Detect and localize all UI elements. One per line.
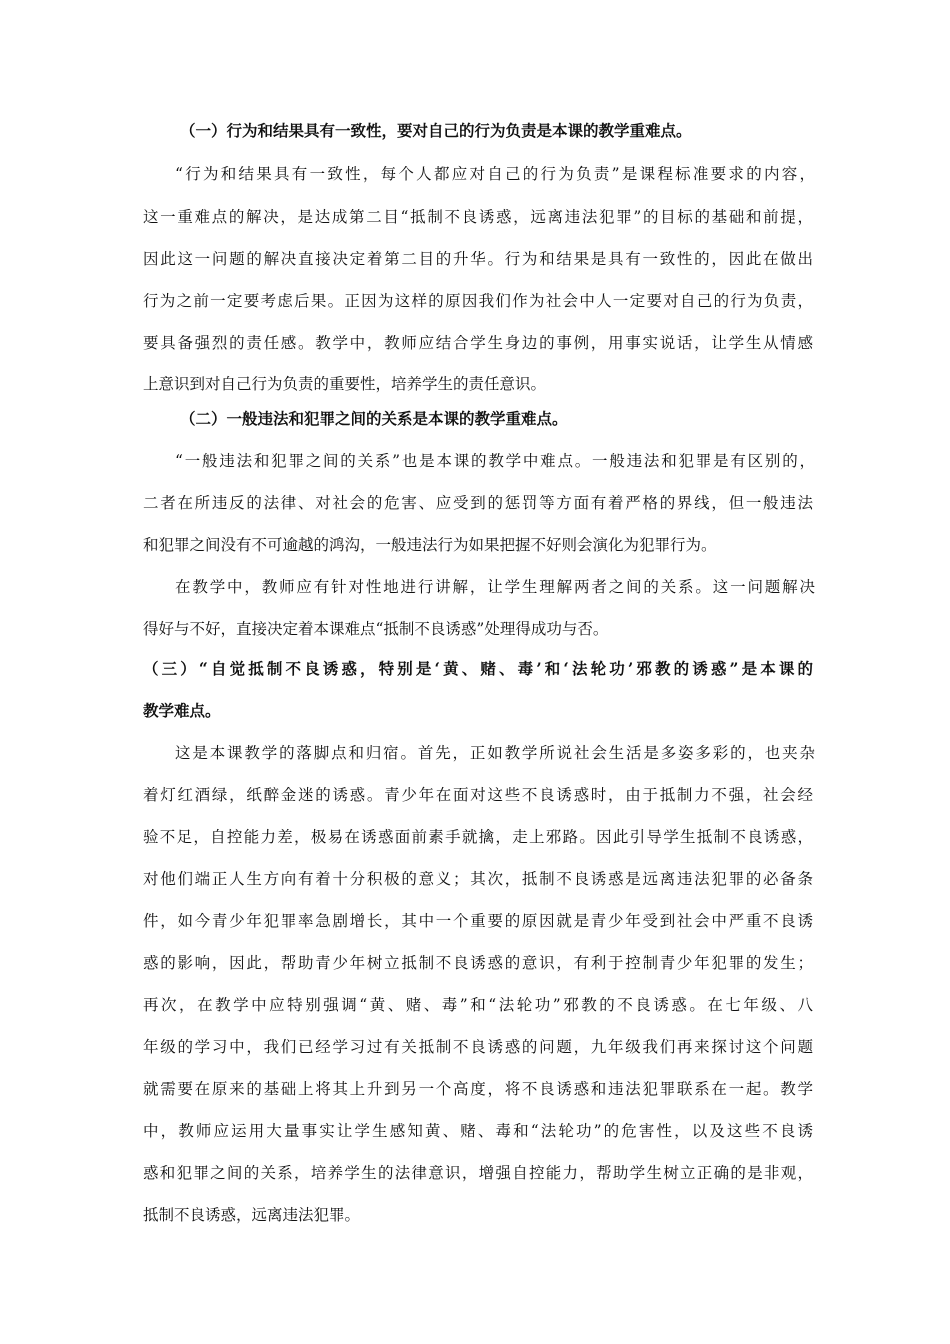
paragraph-line: 再次，在教学中应特别强调“黄、赌、毒”和“法轮功”邪教的不良诱惑。在七年级、八: [143, 996, 813, 1014]
paragraph-line: 中，教师应运用大量事实让学生感知黄、赌、毒和“法轮功”的危害性，以及这些不良诱: [143, 1122, 813, 1140]
paragraph-line: 这是本课教学的落脚点和归宿。首先，正如教学所说社会生活是多姿多彩的，也夹杂: [175, 744, 815, 762]
paragraph-line: 惑和犯罪之间的关系，培养学生的法律意识，增强自控能力，帮助学生树立正确的是非观，: [143, 1164, 813, 1182]
paragraph-line: 在教学中，教师应有针对性地进行讲解，让学生理解两者之间的关系。这一问题解决: [175, 578, 815, 596]
paragraph-line: 上意识到对自己行为负责的重要性，培养学生的责任意识。: [143, 375, 547, 393]
section-heading-3-cont: 教学难点。: [143, 701, 221, 720]
paragraph-line: 对他们端正人生方向有着十分积极的意义；其次，抵制不良诱惑是远离违法犯罪的必备条: [143, 870, 813, 888]
paragraph-line: 惑的影响，因此，帮助青少年树立抵制不良诱惑的意识，有利于控制青少年犯罪的发生；: [143, 954, 813, 972]
section-heading-3: （三）“自觉抵制不良诱惑，特别是‘黄、赌、毒’和‘法轮功’邪教的诱惑”是本课的: [143, 659, 813, 678]
paragraph-line: “一般违法和犯罪之间的关系”也是本课的教学中难点。一般违法和犯罪是有区别的，: [175, 452, 815, 470]
section-heading-2: （二）一般违法和犯罪之间的关系是本课的教学重难点。: [180, 409, 568, 428]
section-heading-1: （一）行为和结果具有一致性，要对自己的行为负责是本课的教学重难点。: [180, 121, 692, 140]
paragraph-line: 这一重难点的解决，是达成第二目“抵制不良诱惑，远离违法犯罪”的目标的基础和前提，: [143, 208, 813, 226]
paragraph-line: 就需要在原来的基础上将其上升到另一个高度，将不良诱惑和违法犯罪联系在一起。教学: [143, 1080, 813, 1098]
paragraph-line: 要具备强烈的责任感。教学中，教师应结合学生身边的事例，用事实说话，让学生从情感: [143, 334, 813, 352]
paragraph-line: 得好与不好，直接决定着本课难点“抵制不良诱惑”处理得成功与否。: [143, 620, 609, 638]
paragraph-line: “行为和结果具有一致性，每个人都应对自己的行为负责”是课程标准要求的内容，: [175, 165, 815, 183]
paragraph-line: 因此这一问题的解决直接决定着第二目的升华。行为和结果是具有一致性的，因此在做出: [143, 250, 813, 268]
paragraph-line: 和犯罪之间没有不可逾越的鸿沟，一般违法行为如果把握不好则会演化为犯罪行为。: [143, 536, 717, 554]
paragraph-line: 年级的学习中，我们已经学习过有关抵制不良诱惑的问题，九年级我们再来探讨这个问题: [143, 1038, 813, 1056]
paragraph-line: 件，如今青少年犯罪率急剧增长，其中一个重要的原因就是青少年受到社会中严重不良诱: [143, 912, 813, 930]
paragraph-line: 着灯红酒绿，纸醉金迷的诱惑。青少年在面对这些不良诱惑时，由于抵制力不强，社会经: [143, 786, 813, 804]
paragraph-line: 二者在所违反的法律、对社会的危害、应受到的惩罚等方面有着严格的界线，但一般违法: [143, 494, 813, 512]
paragraph-line: 行为之前一定要考虑后果。正因为这样的原因我们作为社会中人一定要对自己的行为负责，: [143, 292, 813, 310]
paragraph-line: 抵制不良诱惑，远离违法犯罪。: [143, 1206, 361, 1224]
paragraph-line: 验不足，自控能力差，极易在诱惑面前素手就擒，走上邪路。因此引导学生抵制不良诱惑，: [143, 828, 813, 846]
